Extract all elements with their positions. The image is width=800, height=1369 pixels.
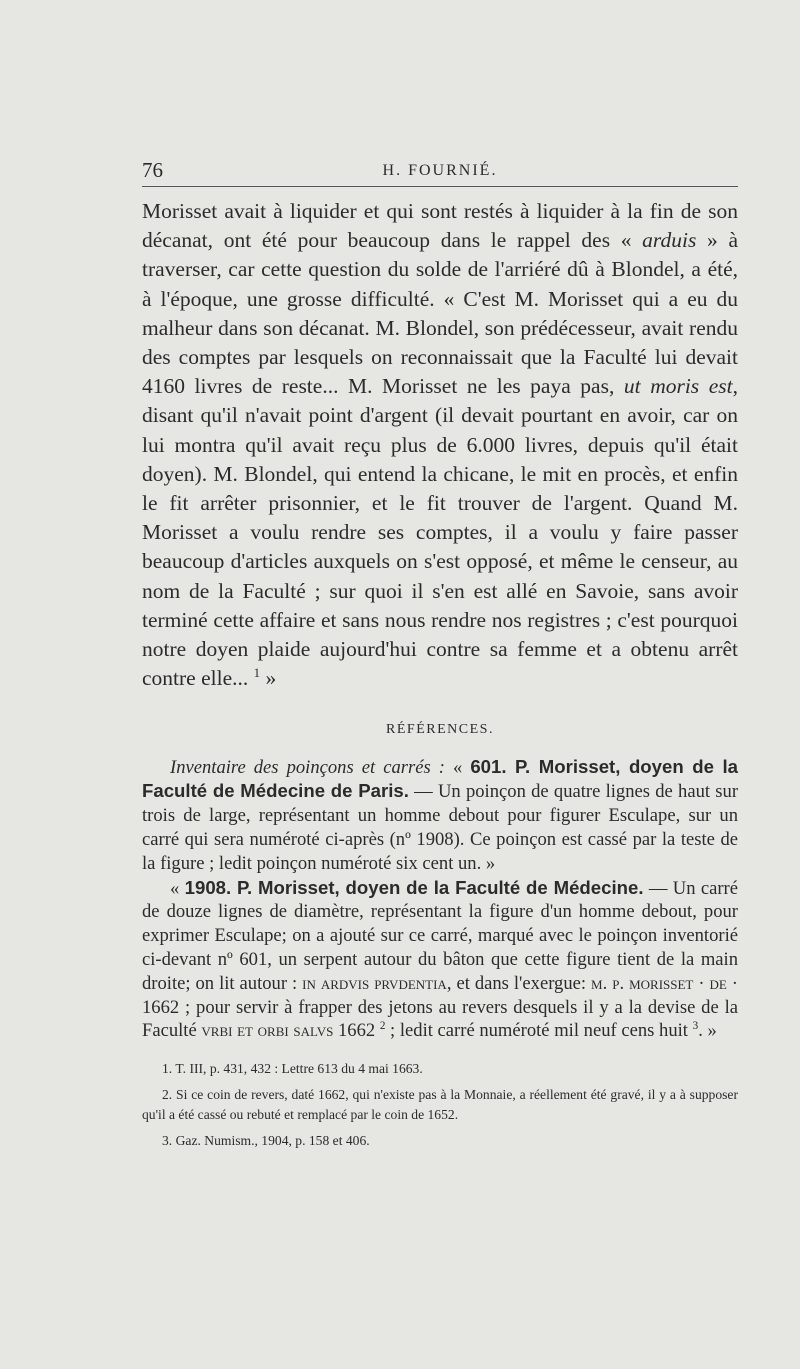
footnote-2: 2. Si ce coin de revers, daté 1662, qui n'existe pas à la Monnaie, a réellement été gravé, il y a à supposer qu'il a été cassé ou rebuté et remplacé par le coin de 1652.: [142, 1087, 738, 1123]
running-head: [142, 158, 738, 188]
footnote-1: 1. T. III, p. 431, 432 : Lettre 613 du 4 mai 1663.: [162, 1061, 423, 1077]
footnote-ref-1: 1: [253, 666, 261, 681]
reference-601: Inventaire des poinçons et carrés : « 601. P. Morisset, doyen de la Faculté de Médecine de Paris. — Un poinçon de quatre lignes de haut sur trois de large, représentant un homme debout pour figurer Esculape, sur un carré qui sera numéroté ci-après (nº 1908). Ce poinçon est cassé par la teste de la figure ; ledit poinçon numéroté six cent un. »: [142, 755, 739, 874]
footnote-3: 3. Gaz. Numism., 1904, p. 158 et 406.: [162, 1133, 370, 1149]
footnote-ref-3: 3: [692, 1020, 699, 1033]
page-number: 76: [142, 158, 163, 182]
running-title: H. FOURNIÉ.: [382, 162, 498, 179]
footnote-ref-2: 2: [379, 1020, 386, 1033]
section-title: RÉFÉRENCES.: [386, 722, 494, 738]
footnotes: [142, 1059, 738, 1151]
reference-1908: « 1908. P. Morisset, doyen de la Faculté de Médecine. — Un carré de douze lignes de diamètre, représentant la figure d'un homme debout, pour exprimer Esculape; on a ajouté sur ce carré, marqué avec le poinçon inventorié ci-devant nº 601, un serpent autour du bâton que cette figure tient de la main droite; on lit autour : in ardvis prvdentia, et dans l'exergue: m. p. morisset · de · 1662 ; pour servir à frapper des jetons au revers desquels il y a la devise de la Faculté vrbi et orbi salvs 1662 $^2$ ; ledit carré numéroté mil neuf cens huit $^3$. »: [142, 876, 738, 1042]
page-body: [142, 197, 738, 1157]
header-rule: [142, 186, 738, 187]
body-paragraph: Morisset avait à liquider et qui sont restés à liquider à la fin de son décanat, ont été pour beaucoup dans le rappel des « arduis » à traverser, car cette question du solde de l'arriéré dû à Blondel, a été, à l'époque, une grosse difficulté. « C'est M. Morisset qui a eu du malheur dans son décanat. M. Blondel, son prédécesseur, avait rendu des comptes par lesquels on reconnaissait que la Faculté lui devait 4160 livres de reste... M. Morisset ne les paya pas, ut moris est, disant qu'il n'avait point d'argent (il devait pourtant en avoir, car on lui montra qu'il avait reçu plus de 6.000 livres, depuis qu'il était doyen). M. Blondel, qui entend la chicane, le mit en procès, et enfin le fit arrêter prisonnier, et le fit trouver de l'argent. Quand M. Morisset a voulu rendre ses comptes, il a voulu y faire passer beaucoup d'articles auxquels on s'est opposé, et même le censeur, au nom de la Faculté ; sur quoi il s'en est allé en Savoie, sans avoir terminé cette affaire et sans nous rendre nos registres ; c'est pourquoi notre doyen plaide aujourd'hui contre sa femme et a obtenu arrêt contre elle... $^1$ »: [142, 199, 738, 691]
